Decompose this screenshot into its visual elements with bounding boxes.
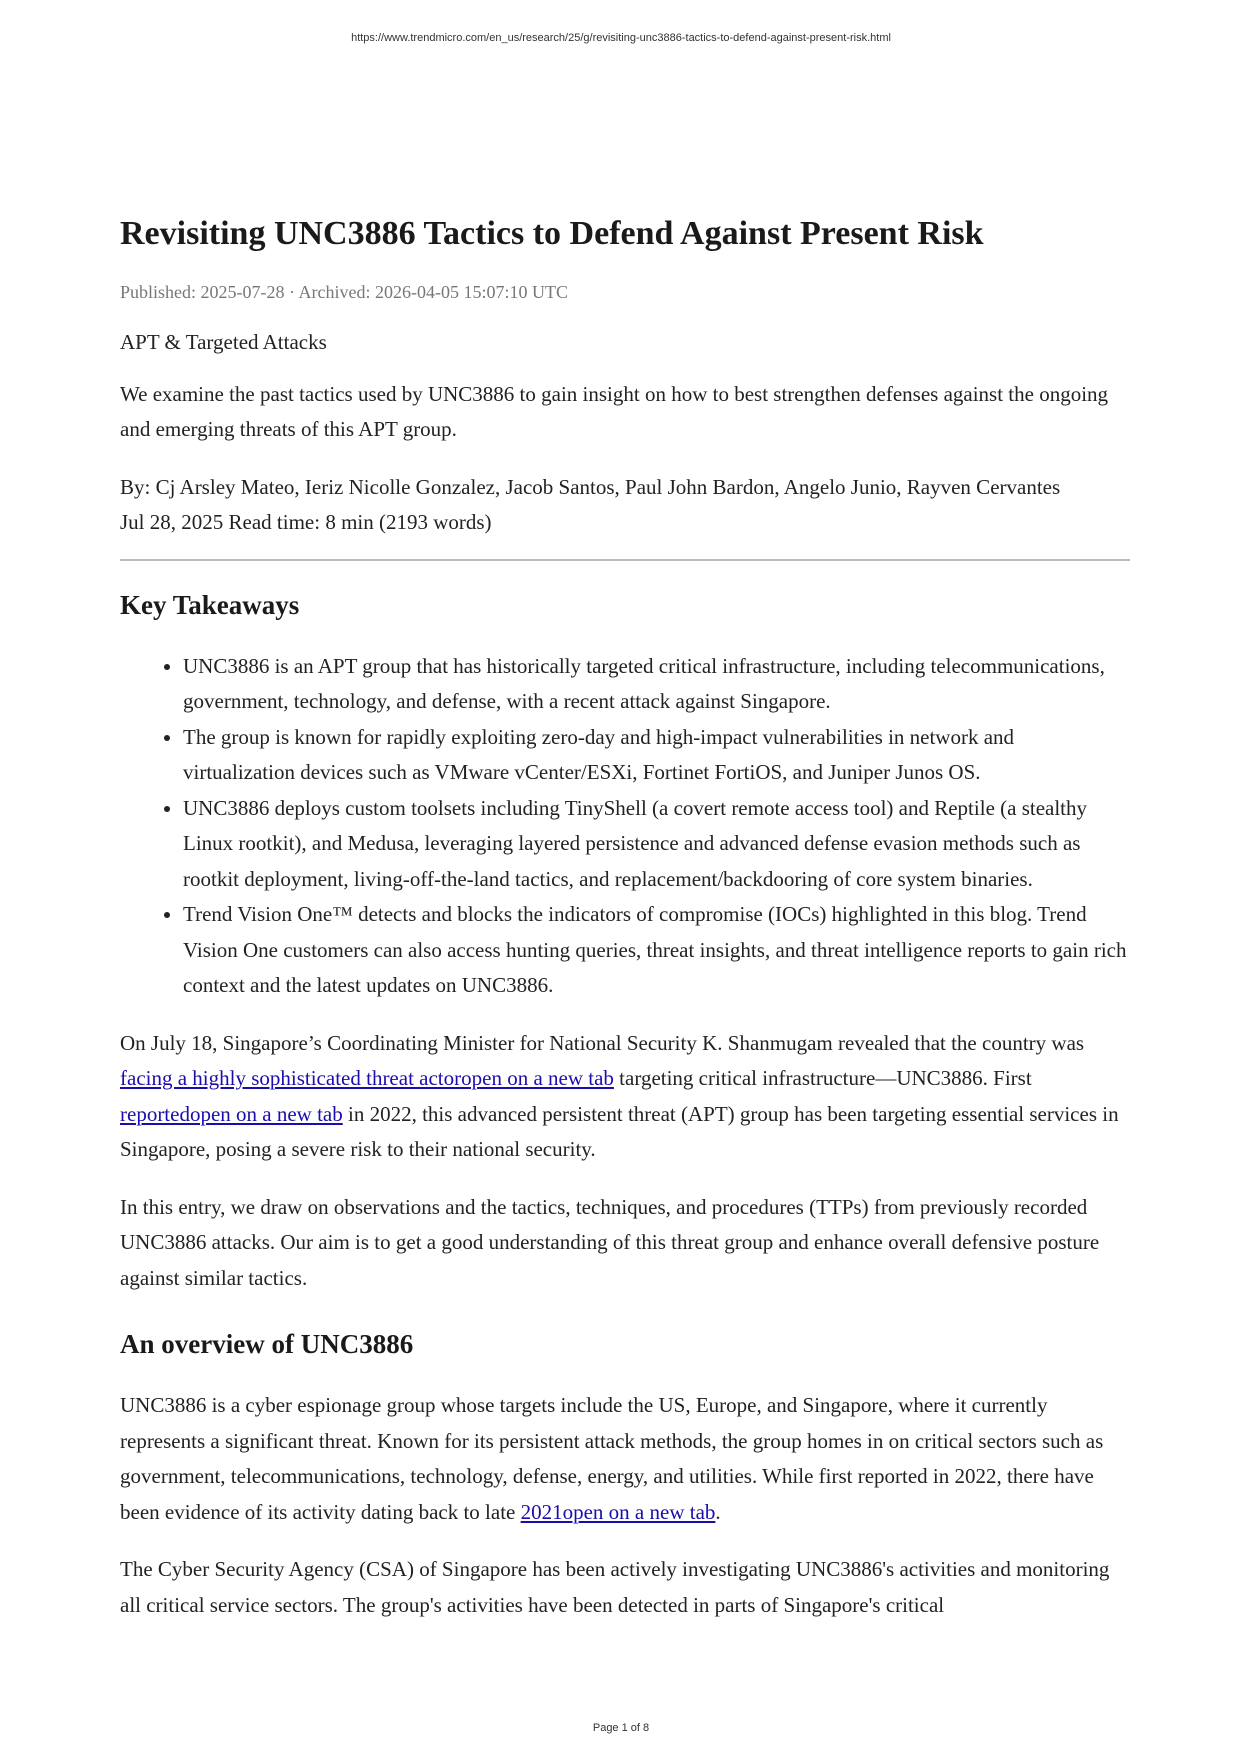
publish-meta: Published: 2025-07-28 · Archived: 2026-04-05 15:07:10 UTC bbox=[120, 282, 568, 302]
csa-paragraph: The Cyber Security Agency (CSA) of Singapore has been actively investigating UNC3886's activities and monitoring all critical service sectors. The group's activities have been detected in parts of Singapore's critical bbox=[120, 1557, 1110, 1617]
text: targeting critical infrastructure—UNC3886. First bbox=[613, 1066, 1032, 1090]
byline-block bbox=[120, 470, 1130, 541]
byline: By: Cj Arsley Mateo, Ieriz Nicolle Gonzalez, Jacob Santos, Paul John Bardon, Angelo Junio, Rayven Cervantes bbox=[120, 474, 1061, 499]
text: in 2022, this advanced persistent threat (APT) group has been targeting essential services in Singapore, posing a severe risk to their national security. bbox=[120, 1101, 1119, 1161]
overview-heading: An overview of UNC3886 bbox=[120, 1329, 414, 1359]
text: UNC3886 is a cyber espionage group whose targets include the US, Europe, and Singapore, where it currently represents a significant threat. Known for its persistent attack methods, the group homes in on critical sectors such as government, telecommunications, technology, defense, energy, and utilities. While first reported in 2022, there have been evidence of its activity dating back to late bbox=[120, 1393, 1104, 1524]
intro-paragraph bbox=[120, 1026, 1130, 1168]
list-item: • UNC3886 deploys custom toolsets including TinyShell (a covert remote access tool) and Reptile (a stealthy Linux rootkit), and Medusa, leveraging layered persistence and advanced defense evasion methods such as rootkit deployment, living-off-the-land tactics, and replacement/backdooring of core system binaries. bbox=[183, 791, 1130, 898]
list-item: • UNC3886 is an APT group that has historically targeted critical infrastructure, including telecommunications, government, technology, and defense, with a recent attack against Singapore. bbox=[183, 649, 1130, 720]
text: On July 18, Singapore’s Coordinating Minister for National Security K. Shanmugam revealed that the country was bbox=[120, 1030, 1085, 1055]
entry-paragraph: In this entry, we draw on observations and the tactics, techniques, and procedures (TTPs) from previously recorded UNC3886 attacks. Our aim is to get a good understanding of this threat group and enhance overall defensive posture against similar tactics. bbox=[120, 1194, 1100, 1290]
article bbox=[120, 212, 1130, 1645]
category: APT & Targeted Attacks bbox=[120, 330, 327, 354]
list-item: • Trend Vision One™ detects and blocks the indicators of compromise (IOCs) highlighted in this blog. Trend Vision One customers can also access hunting queries, threat insights, and threat intelligence reports to gain rich context and the latest updates on UNC3886. bbox=[183, 897, 1130, 1004]
list-item: • The group is known for rapidly exploiting zero-day and high-impact vulnerabilities in network and virtualization devices such as VMware vCenter/ESXi, Fortinet FortiOS, and Juniper Junos OS. bbox=[183, 720, 1130, 791]
takeaways-list bbox=[120, 649, 1130, 1004]
reported-link[interactable]: reportedopen on a new tab bbox=[120, 1101, 343, 1126]
2021-link[interactable]: 2021open on a new tab bbox=[520, 1499, 716, 1524]
divider bbox=[120, 559, 1130, 561]
key-takeaways-heading: Key Takeaways bbox=[120, 589, 300, 620]
dateline: Jul 28, 2025 Read time: 8 min (2193 words) bbox=[120, 510, 492, 534]
threat-actor-link[interactable]: facing a highly sophisticated threat actoropen on a new tab bbox=[120, 1066, 614, 1090]
page-number: Page 1 of 8 bbox=[592, 1722, 650, 1734]
summary: We examine the past tactics used by UNC3886 to gain insight on how to best strengthen defenses against the ongoing and emerging threats of this APT group. bbox=[120, 381, 1109, 441]
overview-paragraph bbox=[120, 1388, 1130, 1530]
page-title: Revisiting UNC3886 Tactics to Defend Against Present Risk bbox=[120, 215, 984, 252]
page-url: https://www.trendmicro.com/en_us/research/25/g/revisiting-unc3886-tactics-to-defend-against-present-risk.html bbox=[351, 32, 891, 44]
text: . bbox=[715, 1499, 721, 1524]
